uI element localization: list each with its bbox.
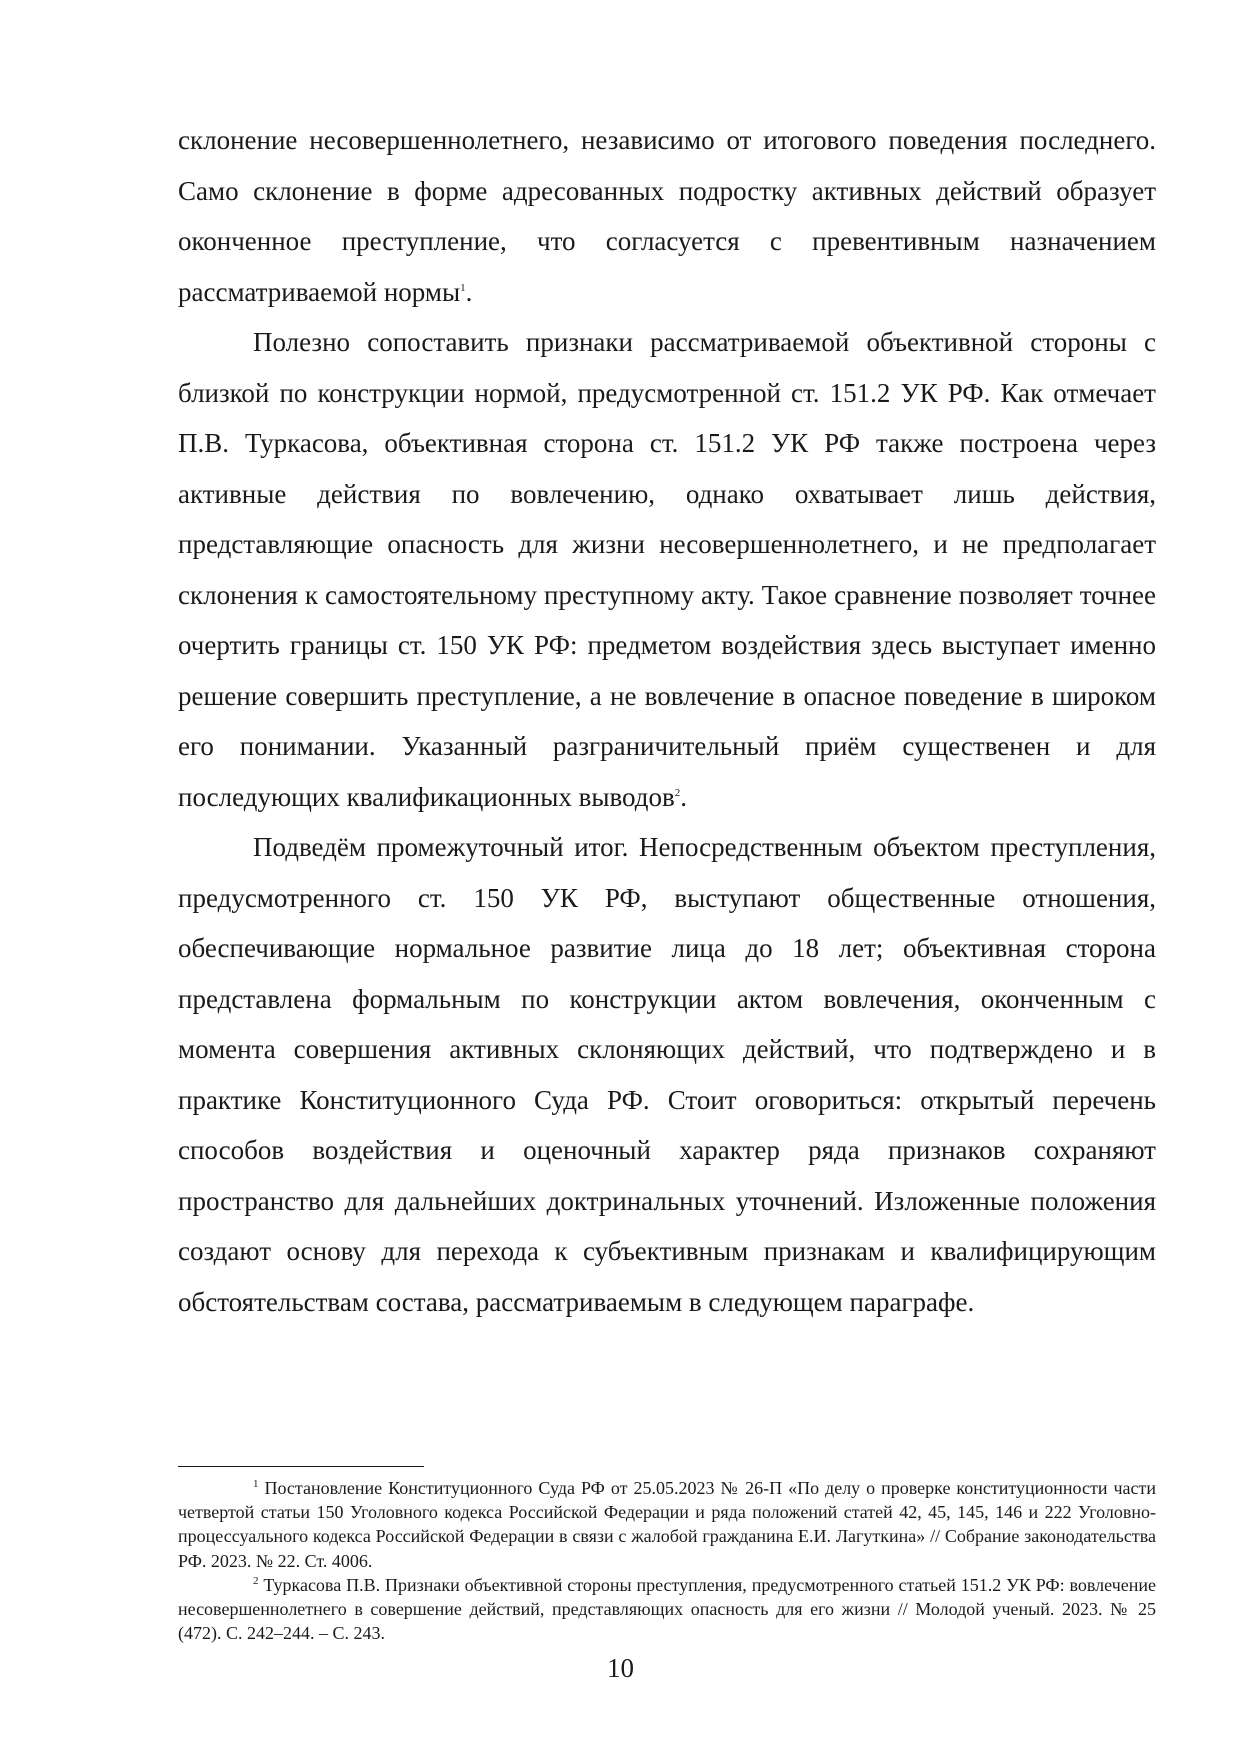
footnote-text: Постановление Конституционного Суда РФ от 25.05.2023 № 26-П «По делу о проверке конституционности части четвертой статьи 150 Уголовного кодекса Российской Федерации и ряда положений статей 42, 45, 145, 146 и 222 Уголовно-процессуального кодекса Российской Федерации в связи с жалобой гражданина Е.И. Лагуткина» // Собрание законодательства РФ. 2023. № 22. Ст. 4006.	[178, 1478, 1156, 1571]
paragraph-text: Полезно сопоставить признаки рассматриваемой объективной стороны с близкой по конструкции нормой, предусмотренной ст. 151.2 УК РФ. Как отмечает П.В. Туркасова, объективная сторона ст. 151.2 УК РФ также построена через активные действия по вовлечению, однако охватывает лишь действия, представляющие опасность для жизни несовершеннолетнего, и не предполагает склонения к самостоятельному преступному акту. Такое сравнение позволяет точнее очертить границы ст. 150 УК РФ: предметом воздействия здесь выступает именно решение совершить преступление, а не вовлечение в опасное поведение в широком его понимании. Указанный разграничительный приём существенен и для последующих квалификационных выводов	[178, 327, 1156, 812]
body-text	[178, 115, 1156, 1327]
paragraph-comparison	[178, 317, 1156, 822]
paragraph-text: Подведём промежуточный итог. Непосредственным объектом преступления, предусмотренного ст. 150 УК РФ, выступают общественные отношения, обеспечивающие нормальное развитие лица до 18 лет; объективная сторона представлена формальным по конструкции актом вовлечения, оконченным с момента совершения активных склоняющих действий, что подтверждено и в практике Конституционного Суда РФ. Стоит оговориться: открытый перечень способов воздействия и оценочный характер ряда признаков сохраняют пространство для дальнейших доктринальных уточнений. Изложенные положения создают основу для перехода к субъективным признакам и квалифицирующим обстоятельствам состава, рассматриваемым в следующем параграфе.	[178, 832, 1156, 1317]
footnote-1	[178, 1476, 1156, 1573]
footnote-number: 2	[253, 1574, 259, 1587]
footnote-reference: 1	[460, 281, 466, 294]
footnote-number: 1	[253, 1478, 259, 1490]
footnote-separator	[178, 1466, 424, 1467]
page-number: 10	[607, 1653, 634, 1683]
footnotes	[178, 1476, 1156, 1645]
footnote-reference: 2	[674, 786, 681, 799]
footnote-text: Туркасова П.В. Признаки объективной стороны преступления, предусмотренного статьей 151.2 УК РФ: вовлечение несовершеннолетнего в совершение действий, представляющих опасность для его жизни // Молодой ученый. 2023. № 25 (472). С. 242–244. – С. 243.	[178, 1574, 1156, 1644]
paragraph-end: .	[465, 276, 473, 307]
paragraph-continued	[178, 115, 1156, 317]
paragraph-summary	[178, 822, 1156, 1327]
footnote-2	[178, 1573, 1156, 1646]
paragraph-end: .	[680, 781, 687, 812]
paragraph-text: склонение несовершеннолетнего, независимо от итогового поведения последнего. Само склонение в форме адресованных подростку активных действий образует оконченное преступление, что согласуется с превентивным назначением рассматриваемой нормы	[178, 125, 1156, 307]
